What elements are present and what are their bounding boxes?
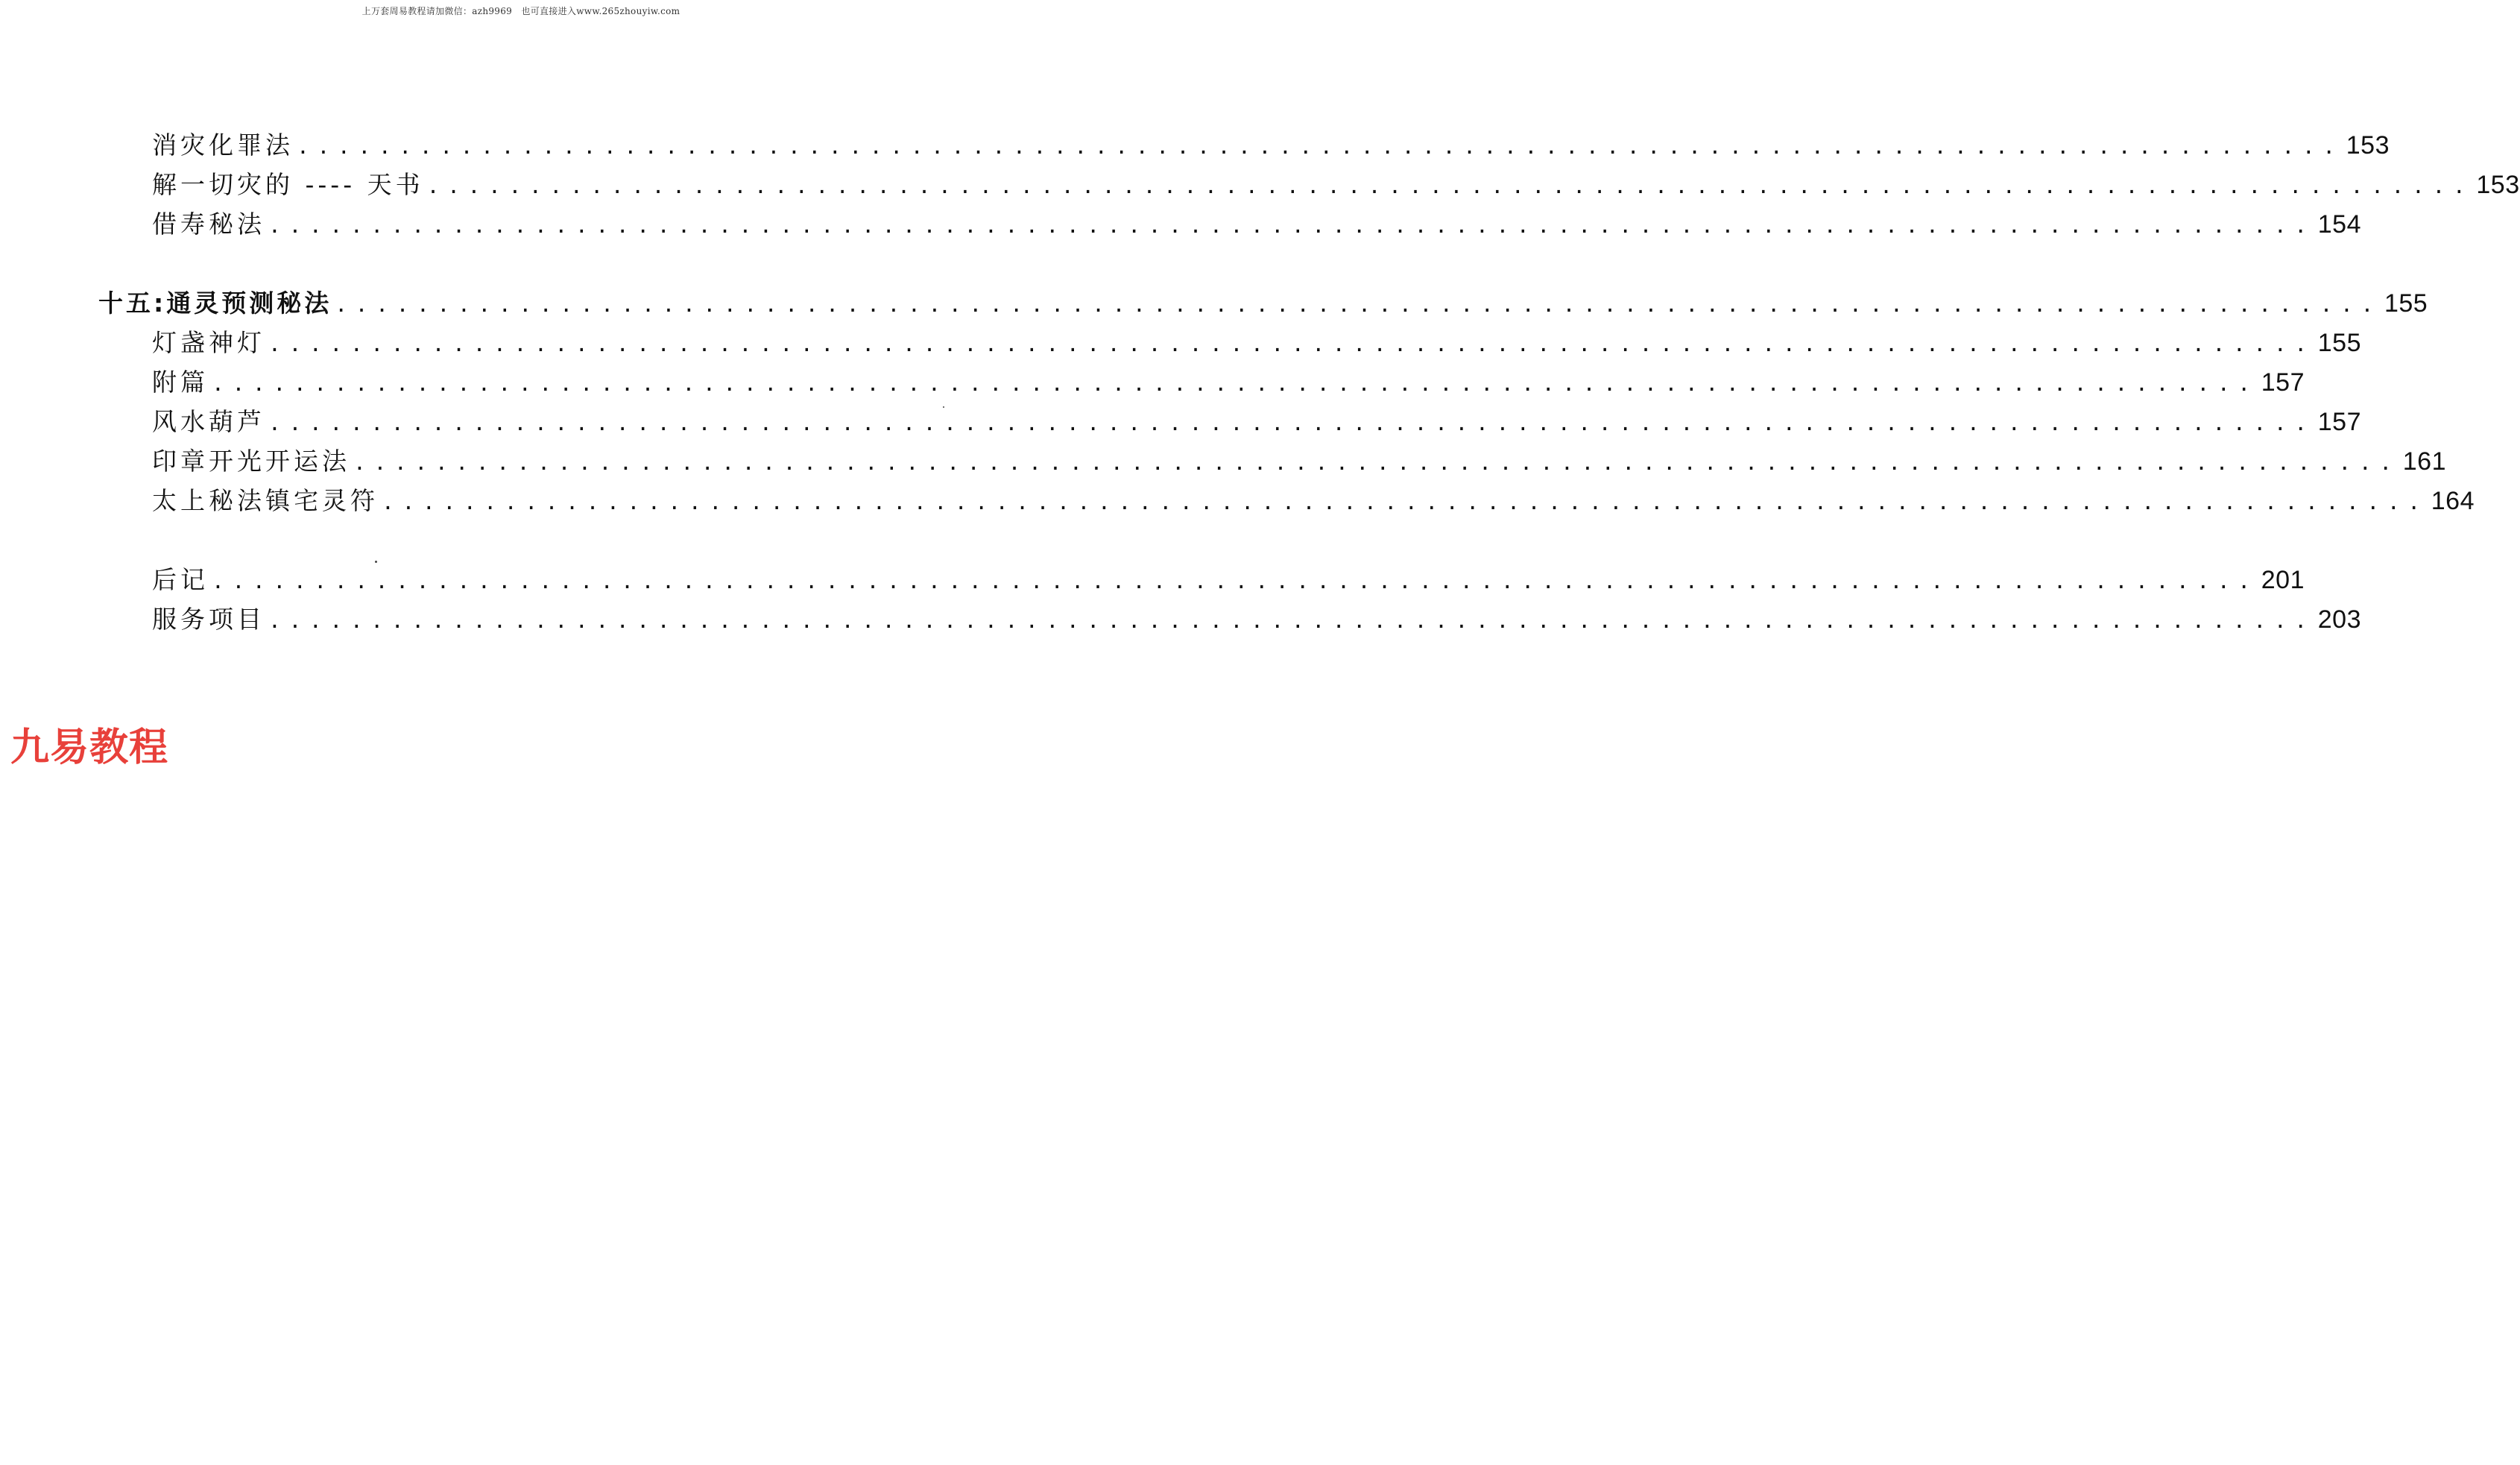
dot-leader: ....................................................................................................: [335, 292, 2381, 317]
toc-entry-title: 服务项目: [152, 605, 265, 634]
toc-entry[interactable]: [152, 207, 2361, 242]
toc-entry-title: 消灾化罪法: [152, 130, 294, 160]
toc-entry-page: 201: [2261, 566, 2305, 594]
toc-section-heading[interactable]: [98, 286, 2428, 321]
toc-entry-title: 灯盏神灯: [152, 328, 265, 357]
toc-entry[interactable]: [152, 562, 2305, 598]
toc-entry[interactable]: [152, 483, 2475, 519]
toc-entry-page: 157: [2317, 408, 2361, 436]
toc-entry-page: 153: [2476, 171, 2520, 199]
toc-entry-page: 153: [2346, 131, 2390, 160]
dot-leader: ....................................................................................................: [268, 332, 2315, 356]
watermark-logo: 九易教程: [10, 725, 169, 770]
toc-entry-page: 161: [2402, 447, 2446, 476]
toc-entry-page: 164: [2431, 487, 2475, 515]
toc-entry-title: 解一切灾的 ---- 天书: [152, 170, 424, 199]
toc-entry-page: 157: [2261, 368, 2305, 397]
dot-leader: ....................................................................................................: [268, 411, 2315, 435]
toc-entry[interactable]: [152, 404, 2361, 440]
toc-entry-title: 印章开光开运法: [152, 447, 350, 476]
dot-leader: ....................................................................................................: [353, 450, 2400, 475]
header-note: 上万套周易教程请加微信：azh9969 也可直接进入www.265zhouyiw.com: [361, 6, 680, 16]
toc-entry[interactable]: [152, 602, 2361, 637]
dot-leader: ....................................................................................................: [212, 371, 2258, 396]
toc-entry-title: 太上秘法镇宅灵符: [152, 486, 379, 515]
toc-entry-title: 附篇: [152, 368, 209, 397]
dot-leader: ....................................................................................................: [268, 608, 2315, 633]
toc-entry-page: 155: [2384, 289, 2428, 318]
toc-entry-page: 155: [2317, 329, 2361, 357]
toc-entry-title: 后记: [152, 565, 209, 594]
toc-section-title: 十五:通灵预测秘法: [98, 289, 332, 318]
toc-entry[interactable]: [152, 444, 2446, 479]
toc-entry-page: 154: [2317, 210, 2361, 239]
dot-leader: ....................................................................................................: [268, 213, 2315, 238]
dot-leader: ....................................................................................................: [382, 490, 2428, 514]
toc-entry[interactable]: [152, 365, 2305, 400]
toc-entry-page: 203: [2317, 605, 2361, 634]
dot-leader: ....................................................................................................: [297, 134, 2343, 159]
dot-leader: ....................................................................................................: [426, 174, 2474, 198]
dot-leader: ....................................................................................................: [212, 569, 2258, 593]
scan-speck: [375, 561, 377, 563]
toc-entry-title: 风水葫芦: [152, 407, 265, 436]
toc-entry[interactable]: [152, 167, 2520, 203]
toc-entry[interactable]: [152, 127, 2390, 163]
toc-entry[interactable]: [152, 325, 2361, 361]
scan-speck: [943, 406, 944, 408]
toc-entry-title: 借寿秘法: [152, 209, 265, 239]
